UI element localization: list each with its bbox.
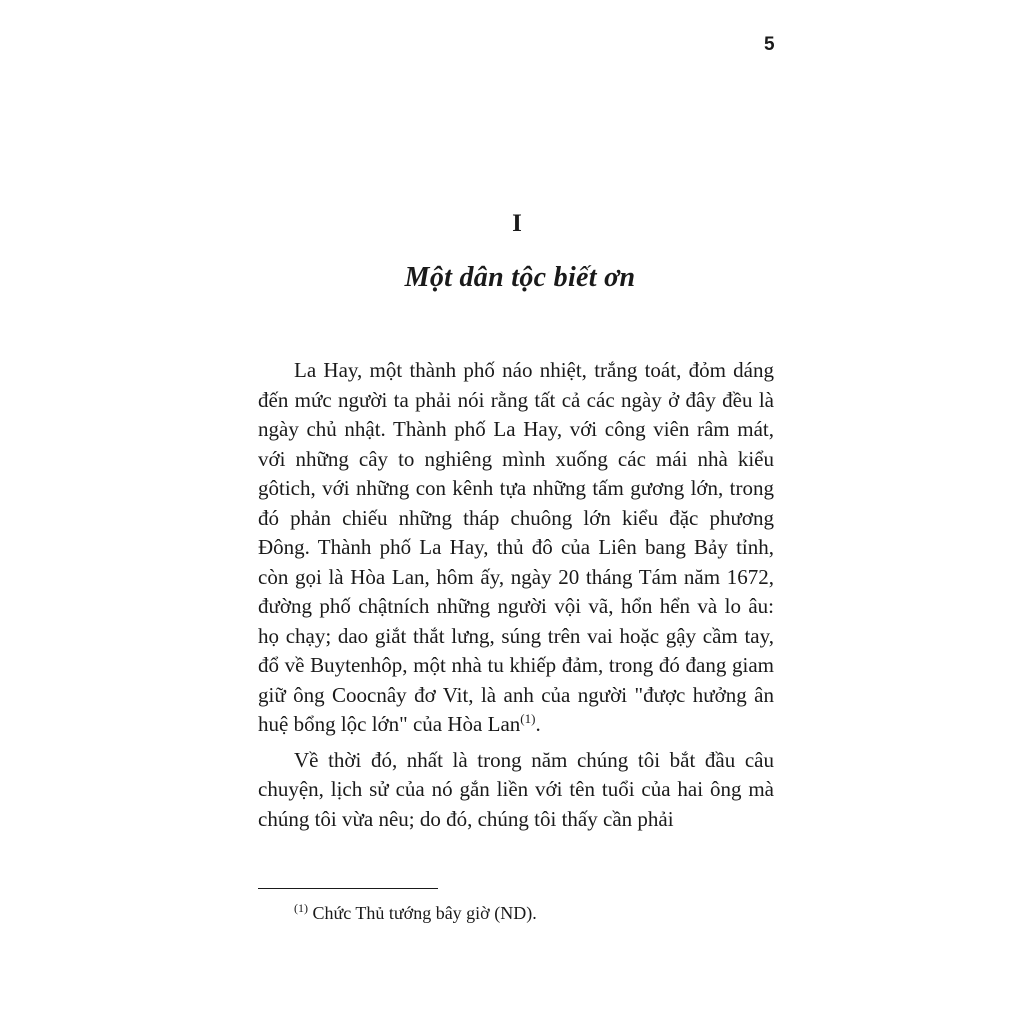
footnote [294,903,537,924]
page-number: 5 [764,34,775,55]
paragraph-text: Về thời đó, nhất là trong năm chúng tôi bắt đầu câu chuyện, lịch sử của nó gắn liền với tên tuổi của hai ông mà chúng tôi vừa nêu; do đó, chúng tôi thấy cần phải [258,747,774,831]
paragraph-text: La Hay, một thành phố náo nhiệt, trắng toát, đỏm dáng đến mức người ta phải nói rằng tất cả các ngày ở đây đều là ngày chủ nhật. Thành phố La Hay, với công viên râm mát, với những cây to nghiêng mình xuống các mái nhà kiểu gôtich, với những con kênh tựa những tấm gương lớn, trong đó phản chiếu những tháp chuông lớn kiểu đặc phương Đông. Thành phố La Hay, thủ đô của Liên bang Bảy tỉnh, còn gọi là Hòa Lan, hôm ấy, ngày 20 tháng Tám năm 1672, đường phố chậtních những người vội vã, hổn hển và lo âu: họ chạy; dao giắt thắt lưng, súng trên vai hoặc gậy cầm tay, đổ về Buytenhôp, một nhà tu khiếp đảm, trong đó đang giam giữ ông Coocnây đơ Vit, là anh của người "được hưởng ân huệ bổng lộc lớn" của Hòa Lan [258,358,774,736]
footnote-rule [258,888,438,889]
body-text [258,356,774,840]
paragraph [258,356,774,740]
paragraph [258,746,774,835]
paragraph-tail: . [535,712,541,736]
footnote-reference[interactable]: (1) [520,711,536,726]
chapter-number: I [512,210,522,237]
footnote-mark: (1) [294,901,308,915]
chapter-title: Một dân tộc biết ơn [404,262,636,293]
footnote-text: Chức Thủ tướng bây giờ (ND). [308,903,537,923]
